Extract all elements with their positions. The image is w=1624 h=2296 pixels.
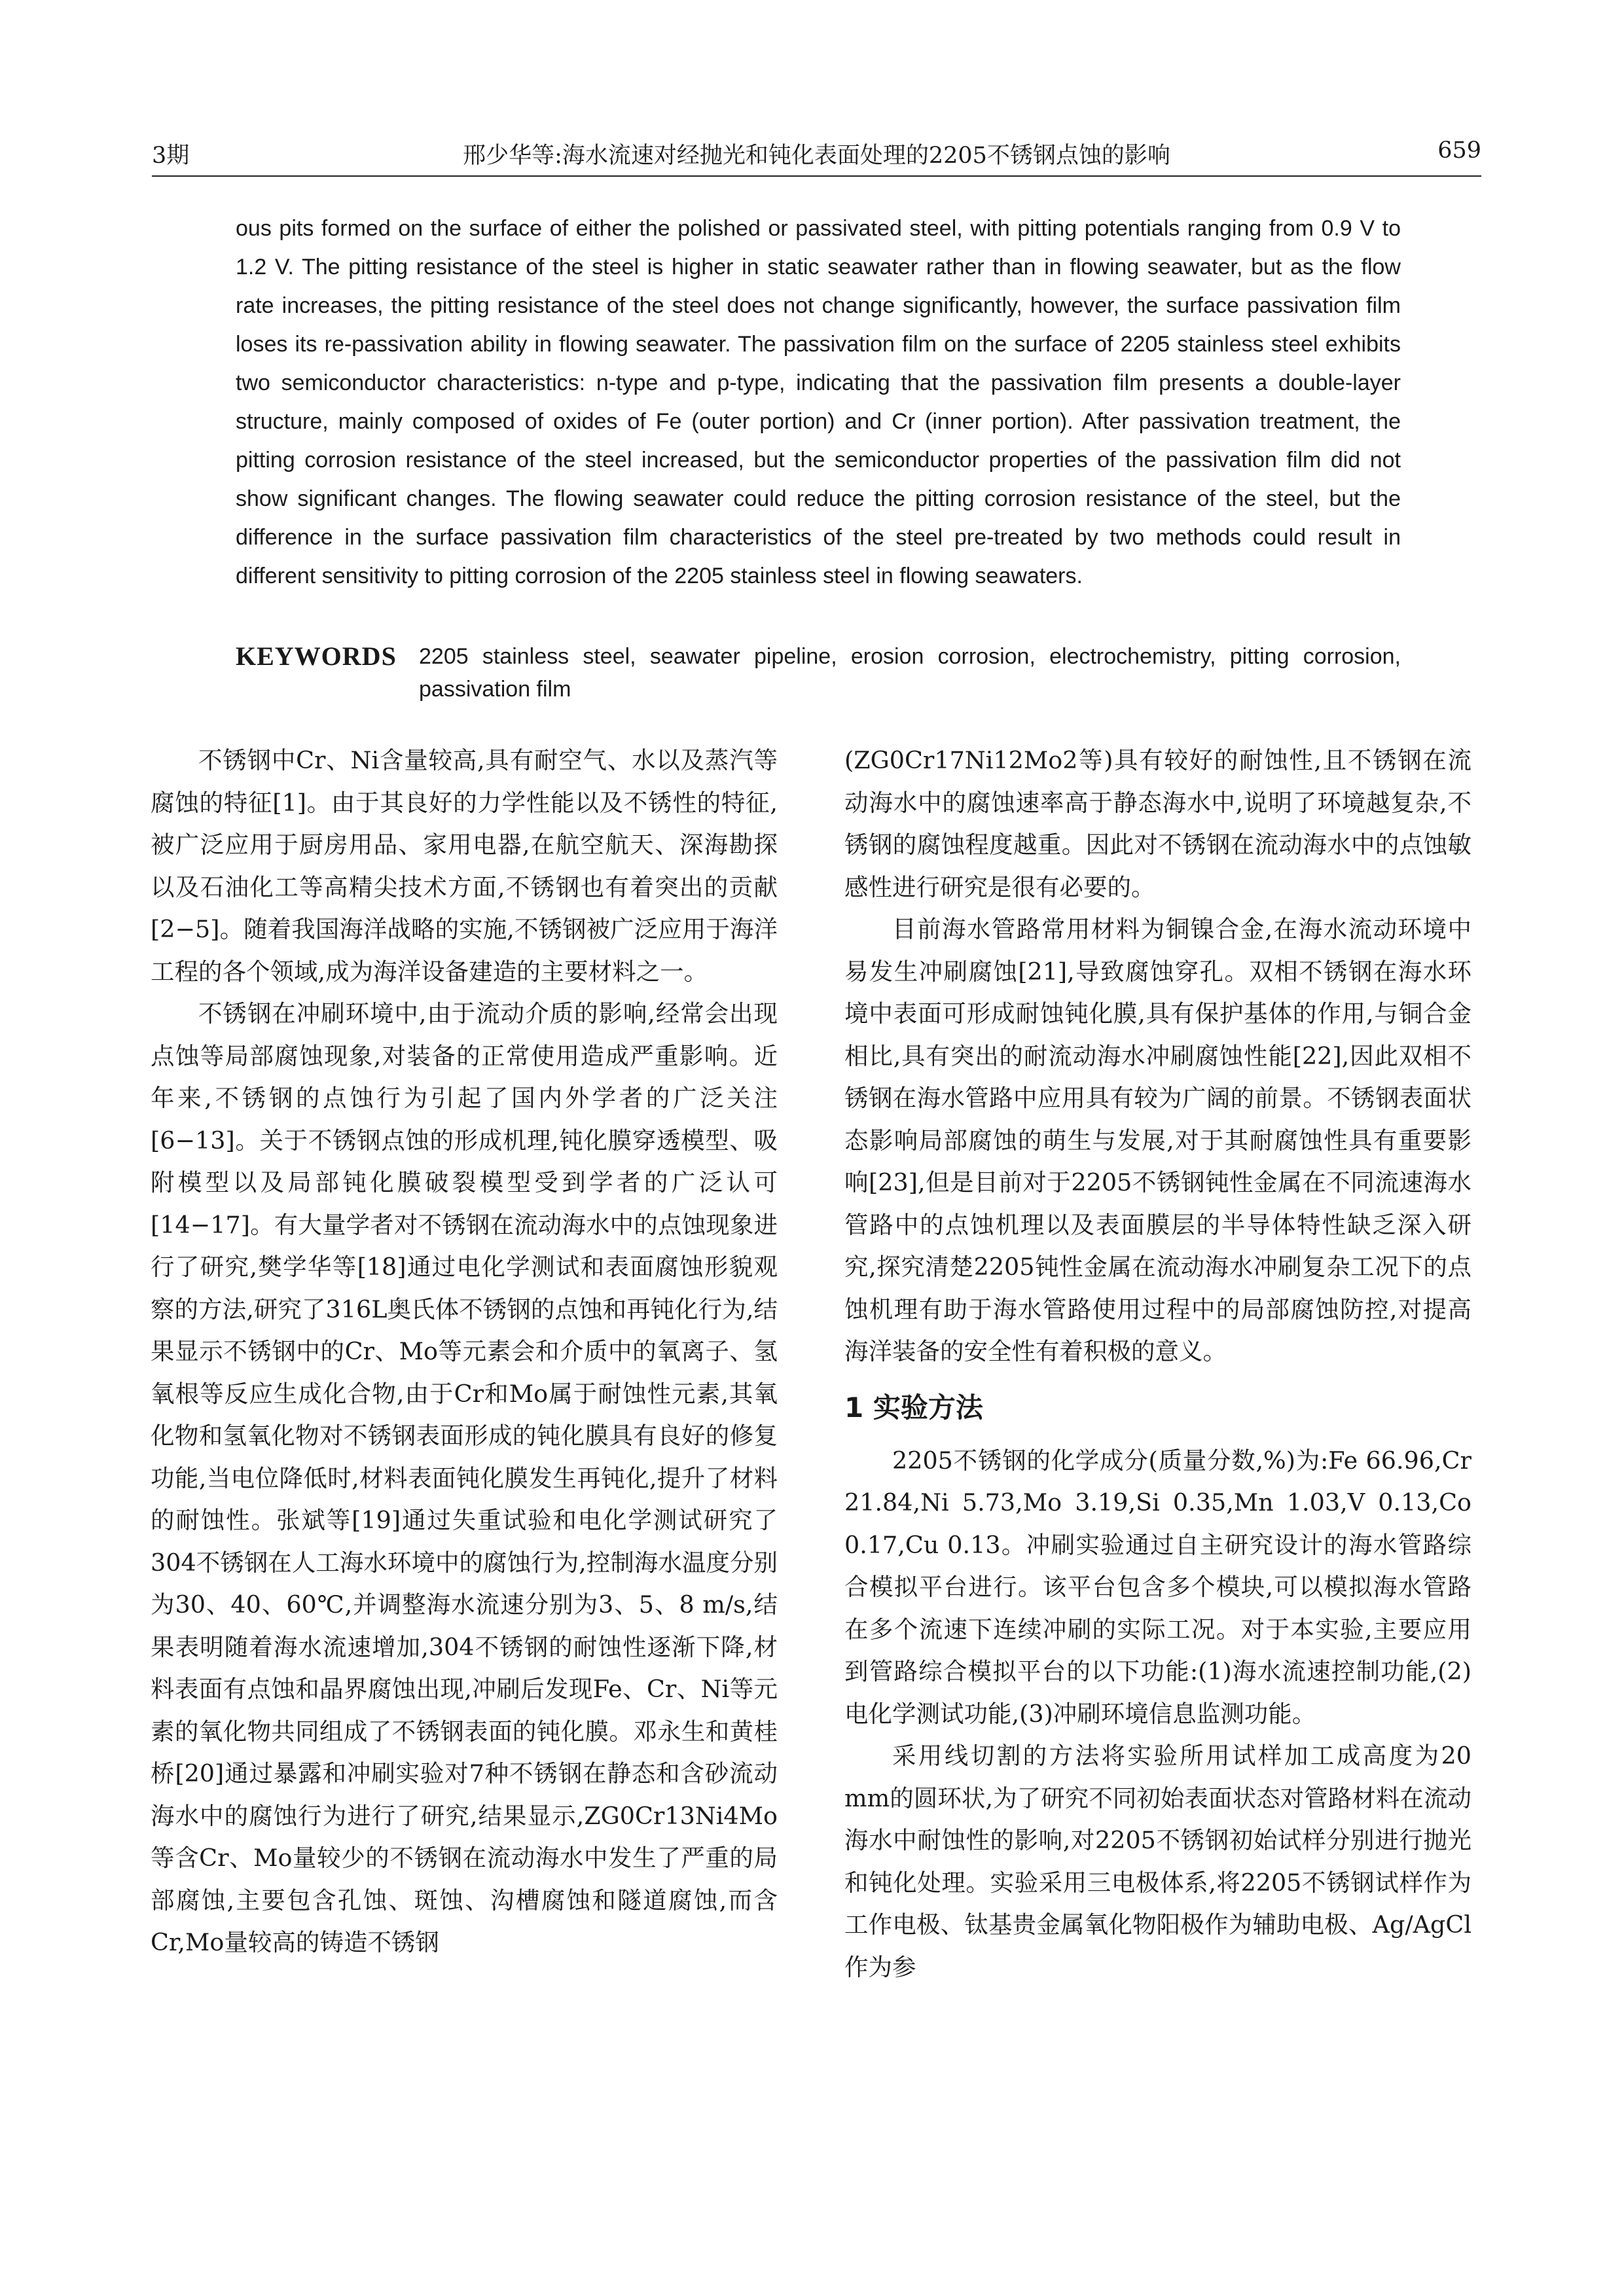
body-paragraph: 不锈钢在冲刷环境中,由于流动介质的影响,经常会出现点蚀等局部腐蚀现象,对装备的正常使用造成严重影响。近年来,不锈钢的点蚀行为引起了国内外学者的广泛关注[6−13]。关于不锈钢点蚀的形成机理,钝化膜穿透模型、吸附模型以及局部钝化膜破裂模型受到学者的广泛认可[14−17]。有大量学者对不锈钢在流动海水中的点蚀现象进行了研究,樊学华等[18]通过电化学测试和表面腐蚀形貌观察的方法,研究了316L奥氏体不锈钢的点蚀和再钝化行为,结果显示不锈钢中的Cr、Mo等元素会和介质中的氧离子、氢氧根等反应生成化合物,由于Cr和Mo属于耐蚀性元素,其氧化物和氢氧化物对不锈钢表面形成的钝化膜具有良好的修复功能,当电位降低时,材料表面钝化膜发生再钝化,提升了材料的耐蚀性。张斌等[19]通过失重试验和电化学测试研究了304不锈钢在人工海水环境中的腐蚀行为,控制海水温度分别为30、40、60℃,并调整海水流速分别为3、5、8 m/s,结果表明随着海水流速增加,304不锈钢的耐蚀性逐渐下降,材料表面有点蚀和晶界腐蚀出现,冲刷后发现Fe、Cr、Ni等元素的氧化物共同组成了不锈钢表面的钝化膜。邓永生和黄桂桥[20]通过暴露和冲刷实验对7种不锈钢在静态和含砂流动海水中的腐蚀行为进行了研究,结果显示,ZG0Cr13Ni4Mo等含Cr、Mo量较少的不锈钢在流动海水中发生了严重的局部腐蚀,主要包含孔蚀、斑蚀、沟槽腐蚀和隧道腐蚀,而含Cr,Mo量较高的铸造不锈钢 bbox=[151, 999, 778, 1956]
left-column bbox=[151, 740, 778, 1964]
right-column bbox=[844, 740, 1471, 1988]
body-paragraph: 采用线切割的方法将实验所用试样加工成高度为20 mm的圆环状,为了研究不同初始表面状态对管路材料在流动海水中耐蚀性的影响,对2205不锈钢初始试样分别进行抛光和钝化处理。实验采用三电极体系,将2205不锈钢试样作为工作电极、钛基贵金属氧化物阳极作为辅助电极、Ag/AgCl作为参 bbox=[844, 1742, 1471, 1981]
english-abstract: ous pits formed on the surface of either the polished or passivated steel, with pitting potentials ranging from 0.9 V to 1.2 V. The pitting resistance of the steel is higher in static seawater rather than in flowing seawater, but as the flow rate increases, the pitting resistance of the steel does not change significantly, however, the surface passivation film loses its re-passivation ability in flowing seawater. The passivation film on the surface of 2205 stainless steel exhibits two semiconductor characteristics: n-type and p-type, indicating that the passivation film presents a double-layer structure, mainly composed of oxides of Fe (outer portion) and Cr (inner portion). After passivation treatment, the pitting corrosion resistance of the steel increased, but the semiconductor properties of the passivation film did not show significant changes. The flowing seawater could reduce the pitting corrosion resistance of the steel, but the difference in the surface passivation film characteristics of the steel pre-treated by two methods could result in different sensitivity to pitting corrosion of the 2205 stainless steel in flowing seawaters. bbox=[236, 216, 1401, 588]
header-rule bbox=[152, 175, 1481, 177]
keywords-text: 2205 stainless steel, seawater pipeline, erosion corrosion, electrochemistry, pitting corrosion, passivation film bbox=[419, 644, 1401, 702]
body-paragraph: 不锈钢中Cr、Ni含量较高,具有耐空气、水以及蒸汽等腐蚀的特征[1]。由于其良好的力学性能以及不锈性的特征,被广泛应用于厨房用品、家用电器,在航空航天、深海勘探以及石油化工等高精尖技术方面,不锈钢也有着突出的贡献[2−5]。随着我国海洋战略的实施,不锈钢被广泛应用于海洋工程的各个领域,成为海洋设备建造的主要材料之一。 bbox=[151, 746, 778, 986]
body-paragraph: (ZG0Cr17Ni12Mo2等)具有较好的耐蚀性,且不锈钢在流动海水中的腐蚀速率高于静态海水中,说明了环境越复杂,不锈钢的腐蚀程度越重。因此对不锈钢在流动海水中的点蚀敏感性进行研究是很有必要的。 bbox=[844, 746, 1471, 901]
page-number: 659 bbox=[1437, 137, 1481, 164]
issue-number: 3期 bbox=[152, 143, 190, 169]
section-heading: 1 实验方法 bbox=[844, 1391, 983, 1424]
running-title: 邢少华等:海水流速对经抛光和钝化表面处理的2205不锈钢点蚀的影响 bbox=[463, 143, 1170, 169]
body-paragraph: 2205不锈钢的化学成分(质量分数,%)为:Fe 66.96,Cr 21.84,Ni 5.73,Mo 3.19,Si 0.35,Mn 1.03,V 0.13,Co 0.17,Cu 0.13。冲刷实验通过自主研究设计的海水管路综合模拟平台进行。该平台包含多个模块,可以模拟海水管路在多个流速下连续冲刷的实际工况。对于本实验,主要应用到管路综合模拟平台的以下功能:(1)海水流速控制功能,(2)电化学测试功能,(3)冲刷环境信息监测功能。 bbox=[844, 1446, 1471, 1728]
keywords-label: KEYWORDS bbox=[236, 641, 397, 671]
body-paragraph: 目前海水管路常用材料为铜镍合金,在海水流动环境中易发生冲刷腐蚀[21],导致腐蚀穿孔。双相不锈钢在海水环境中表面可形成耐蚀钝化膜,具有保护基体的作用,与铜合金相比,具有突出的耐流动海水冲刷腐蚀性能[22],因此双相不锈钢在海水管路中应用具有较为广阔的前景。不锈钢表面状态影响局部腐蚀的萌生与发展,对于其耐腐蚀性具有重要影响[23],但是目前对于2205不锈钢钝性金属在不同流速海水管路中的点蚀机理以及表面膜层的半导体特性缺乏深入研究,探究清楚2205钝性金属在流动海水冲刷复杂工况下的点蚀机理有助于海水管路使用过程中的局部腐蚀防控,对提高海洋装备的安全性有着积极的意义。 bbox=[844, 915, 1471, 1365]
running-header bbox=[152, 137, 1481, 177]
